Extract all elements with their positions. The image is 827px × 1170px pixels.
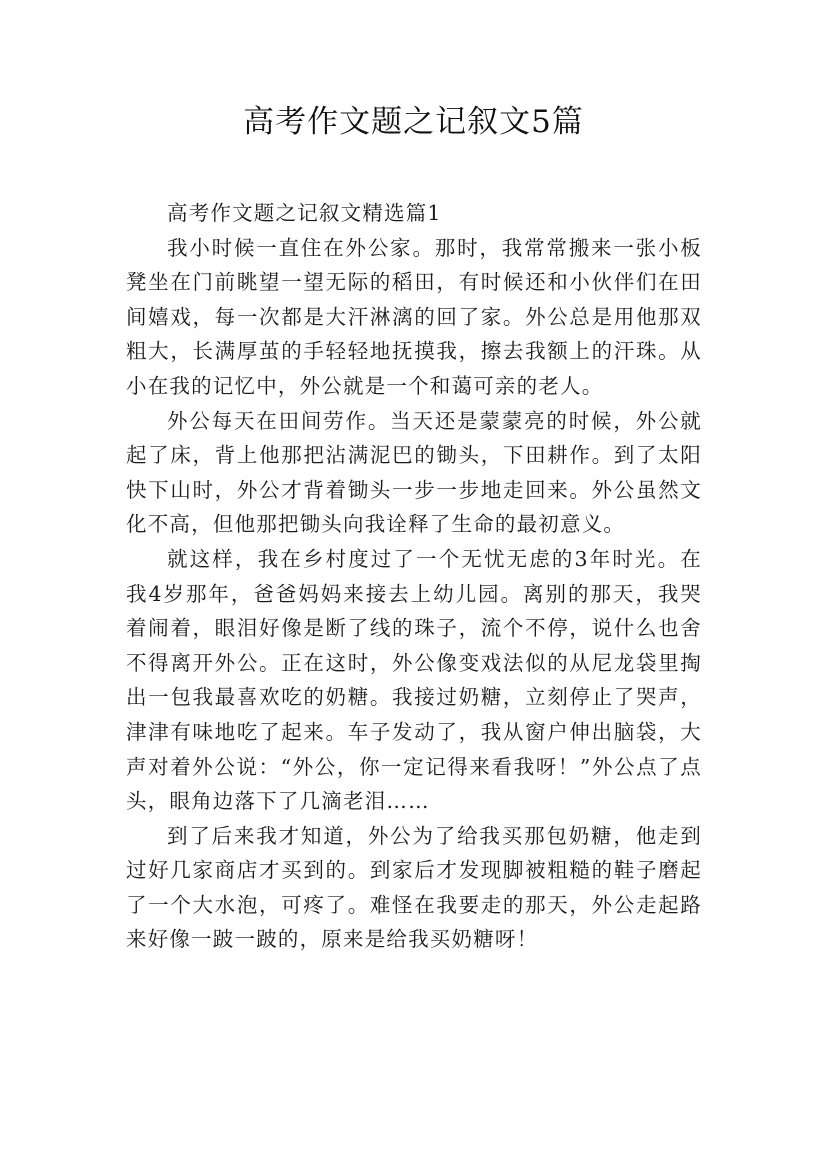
paragraph-2: 外公每天在田间劳作。当天还是蒙蒙亮的时候，外公就起了床，背上他那把沾满泥巴的锄头，下田耕作。到了太阳快下山时，外公才背着锄头一步一步地走回来。外公虽然文化不高，但他那把锄头向我诠释了生命的最初意义。 [126, 408, 702, 537]
paragraph-3: 就这样，我在乡村度过了一个无忧无虑的3年时光。在我4岁那年，爸爸妈妈来接去上幼儿园。离别的那天，我哭着闹着，眼泪好像是断了线的珠子，流个不停，说什么也舍不得离开外公。正在这时，外公像变戏法似的从尼龙袋里掏出一包我最喜欢吃的奶糖。我接过奶糖，立刻停止了哭声，津津有味地吃了起来。车子发动了，我从窗户伸出脑袋，大声对着外公说：“外公，你一定记得来看我呀！”外公点了点头，眼角边落下了几滴老泪…… [126, 546, 702, 814]
document-title: 高考作文题之记叙文5篇 [243, 104, 584, 140]
paragraph-1: 我小时候一直住在外公家。那时，我常常搬来一张小板凳坐在门前眺望一望无际的稻田，有时候还和小伙伴们在田间嬉戏，每一次都是大汗淋漓的回了家。外公总是用他那双粗大，长满厚茧的手轻轻地抚摸我，擦去我额上的汗珠。从小在我的记忆中，外公就是一个和蔼可亲的老人。 [126, 235, 702, 398]
section-heading: 高考作文题之记叙文精选篇1 [167, 201, 442, 225]
document-body [126, 196, 702, 957]
paragraph-4: 到了后来我才知道，外公为了给我买那包奶糖，他走到过好几家商店才买到的。到家后才发现脚被粗糙的鞋子磨起了一个大水泡，可疼了。难怪在我要走的那天，外公走起路来好像一跛一跛的，原来是给我买奶糖呀！ [126, 823, 702, 952]
